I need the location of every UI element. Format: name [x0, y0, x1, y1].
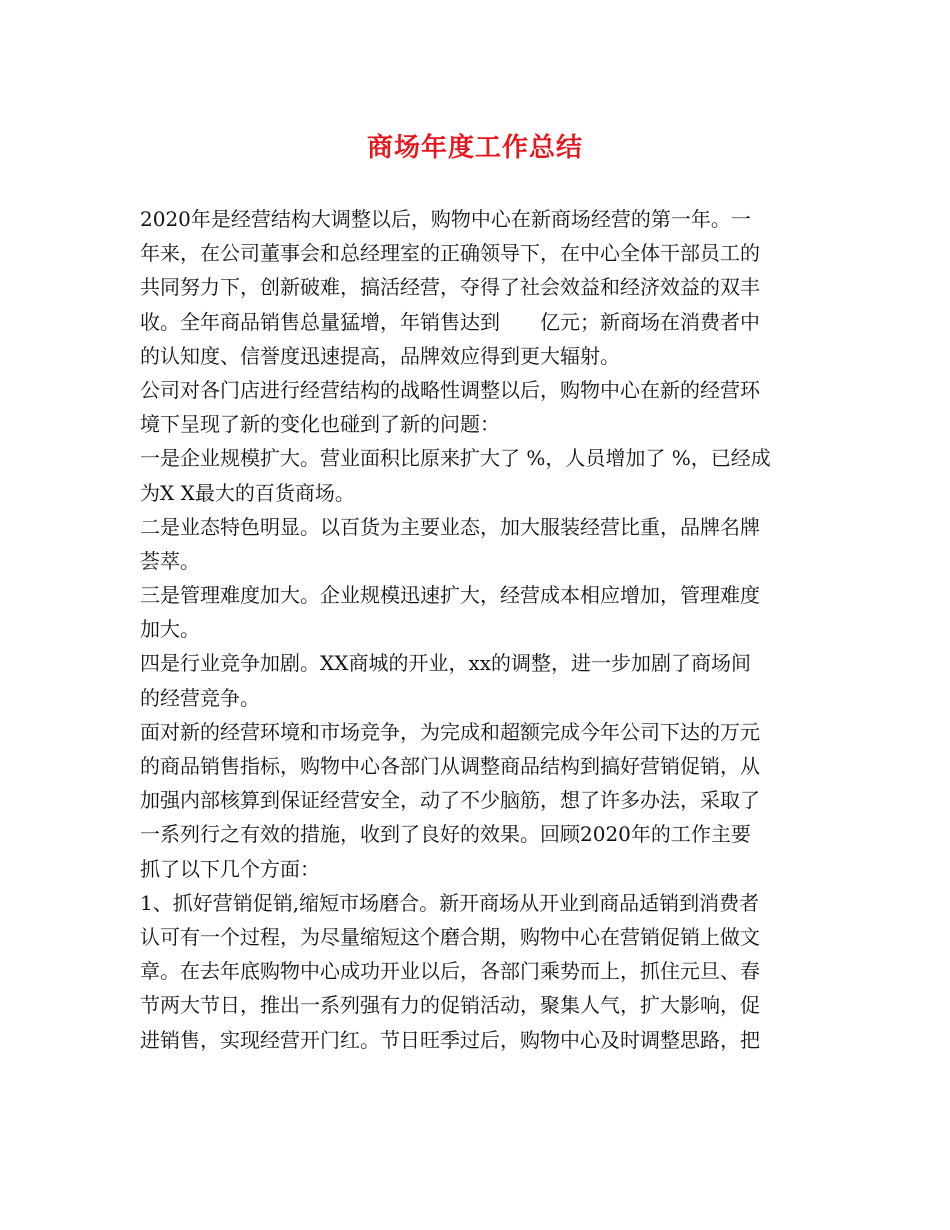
- text-line: 二是业态特色明显。以百货为主要业态，加大服装经营比重，品牌名牌: [140, 514, 760, 539]
- text-line: 抓了以下几个方面：: [140, 856, 320, 881]
- text-line: 一系列行之有效的措施，收到了良好的效果。回顾2020年的工作主要: [140, 822, 751, 847]
- text-line: 1、抓好营销促销,缩短市场磨合。新开商场从开业到商品适销到消费者: [140, 890, 760, 915]
- text-line: 进销售，实现经营开门红。节日旺季过后，购物中心及时调整思路，把: [140, 1027, 760, 1052]
- text-line: 2020年是经营结构大调整以后，购物中心在新商场经营的第一年。一: [140, 207, 751, 231]
- page-title: 商场年度工作总结: [366, 133, 583, 163]
- text-line: 的经营竞争。: [140, 685, 260, 710]
- text-line: 面对新的经营环境和市场竞争，为完成和超额完成今年公司下达的万元: [140, 719, 760, 744]
- text-line: 节两大节日，推出一系列强有力的促销活动，聚集人气，扩大影响，促: [140, 993, 760, 1018]
- text-line: 一是企业规模扩大。营业面积比原来扩大了 %，人员增加了 %，已经成: [140, 446, 771, 471]
- text-line: 加强内部核算到保证经营安全，动了不少脑筋，想了许多办法，采取了: [140, 788, 760, 813]
- document-body: [140, 202, 818, 1057]
- text-line: 的认知度、信誉度迅速提高，品牌效应得到更大辐射。: [140, 343, 620, 368]
- text-line: 认可有一个过程，为尽量缩短这个磨合期，购物中心在营销促销上做文: [140, 924, 760, 949]
- text-line: 共同努力下，创新破难，搞活经营，夺得了社会效益和经济效益的双丰: [140, 275, 760, 300]
- text-line: 境下呈现了新的变化也碰到了新的问题：: [140, 412, 500, 437]
- text-line: 加大。: [140, 617, 200, 642]
- text-line: 年来，在公司董事会和总经理室的正确领导下，在中心全体干部员工的: [140, 241, 760, 266]
- text-line: 为X X最大的百货商场。: [140, 480, 355, 505]
- text-line: 章。在去年底购物中心成功开业以后，各部门乘势而上，抓住元旦、春: [140, 959, 760, 984]
- text-line: 荟萃。: [140, 548, 200, 573]
- text-line: 公司对各门店进行经营结构的战略性调整以后，购物中心在新的经营环: [140, 377, 760, 402]
- text-line: 三是管理难度加大。企业规模迅速扩大，经营成本相应增加，管理难度: [140, 583, 760, 608]
- text-line: 收。全年商品销售总量猛增，年销售达到 亿元；新商场在消费者中: [140, 309, 760, 334]
- text-line: 的商品销售指标，购物中心各部门从调整商品结构到搞好营销促销，从: [140, 754, 760, 778]
- text-line: 四是行业竞争加剧。XX商城的开业，xx的调整，进一步加剧了商场间: [140, 651, 752, 676]
